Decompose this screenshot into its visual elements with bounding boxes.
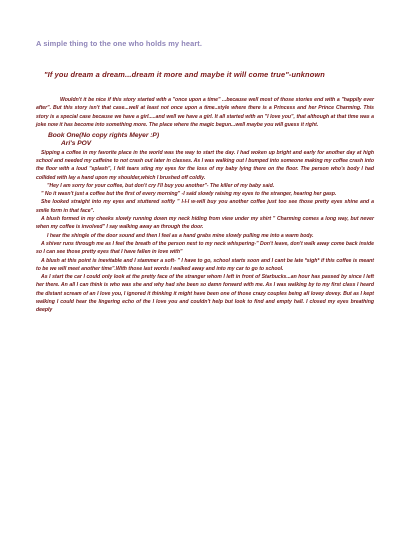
story-body [36, 96, 374, 315]
pov-heading: Ari's POV [61, 140, 92, 148]
story-paragraph: A blush at this point is inevitable and I stammer a soft- " I have to go, school starts soon and I cant be late *sigh* if this coffee is meant to be we will meet another time".With those last words I walked away and into my car to go to school. [36, 257, 374, 272]
document-title: A simple thing to the one who holds my heart. [36, 39, 203, 48]
story-paragraph: A blush formed in my cheeks slowly running down my neck hiding from view under my shirt " Charming comes a long way, but never when my coffee is involved" I say walking away an through the door. [36, 216, 374, 231]
story-paragraph: "Hey I am sorry for your coffee, but don't cry I'll buy you another"- The killer of my baby said. [47, 182, 275, 189]
story-paragraph: A shiver runs through me as I feel the breath of the person next to my neck whispering-" Don't leave, don't walk away come back inside so I can see those pretty eyes that I have fallen in love with" [36, 240, 374, 256]
story-paragraph: She looked straight into my eyes and stuttered softly " I-I-I w-will buy you another coffee just too see those pretty eyes shine and a smile form in that face". [36, 199, 374, 214]
epigraph-quote: "If you dream a dream...dream it more and maybe it will come true"-unknown [44, 70, 325, 79]
story-paragraph: Sipping a coffee in my favorite place in the world was the way to start the day. I had woken up bright and early for another day at high school and needed my caffeine to not crash out later in classes. As I was walking out I bumped into someone making my coffee crash into the floor with a loud "splash", I felt tears sting my eyes for the loss of my baby lying there on the floor. The person who's body I had collided with lay a hand upon my shoulder,which I brushed off coldly. [36, 149, 374, 181]
story-paragraph: " No it wasn't just a coffee but the first of every morning" -I said slowly raising my eyes to the stranger, hearing her gasp. [41, 191, 337, 198]
book-heading: Book One(No copy rights Meyer :P) [48, 132, 160, 140]
story-paragraph: I hear the shingle of the door sound and then I feel as a hand grabs mine slowly pulling me into a warm body. [47, 232, 314, 239]
intro-paragraph: Wouldn't it be nice if this story started with a "once upon a time" ...because well most of those stories end with a "happily ever after". But this story isn't that case...well at least not once upon a time..style where there is a Princess and her Prince Charming. This story is a special case because we have a girl.....and well we have a girl. It all started with an "I love you", that although at that time was a joke now it has become into something more. The place where the magic begun...well maybe you will guess it right. [36, 97, 374, 128]
story-paragraph: As I start the car I could only look at the pretty face of the stranger whom I left in front of Starbucks...an hour has passed by since I left her there. An all I can think is who was she and why had she been so damn forward with me. As I was walking by to my first class I heard the distant scream of an I love you, I ignored it thinking it might have been one of those crazy couples being all lovey dovey. But as I kept walking I could hear the lingering echo of the I love you and couldn't help but look to find and empty hall. I closed my eyes breathing deeply [36, 274, 374, 314]
